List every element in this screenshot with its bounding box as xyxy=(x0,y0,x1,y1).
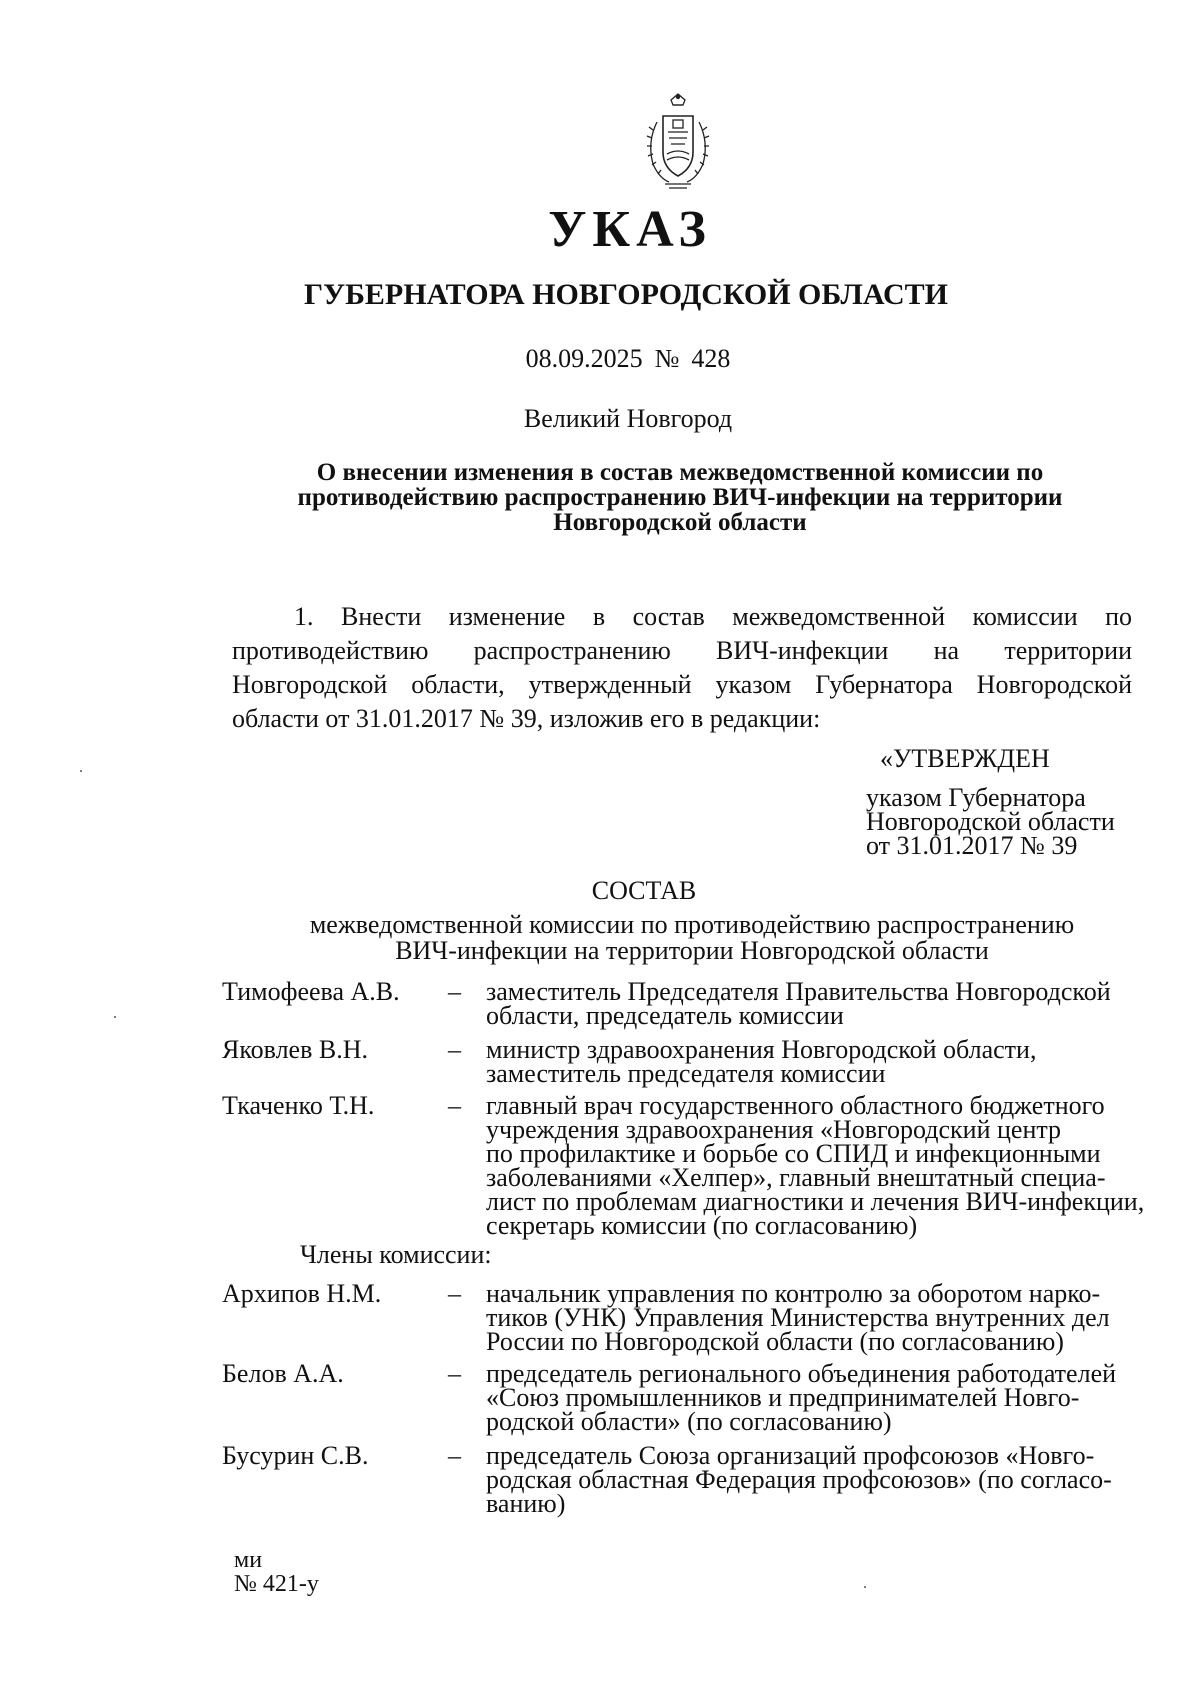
member-name: Архипов Н.М. xyxy=(222,1279,382,1308)
role-line: родская областная Федерация профсоюзов» (по согласо- xyxy=(486,1465,1112,1494)
paragraph-text: 1. Внести изменение в состав межведомственной комиссии по противодействию распространению ВИЧ-инфекции на территории Новгородской области, утвержденный указом Губернатора Новгородской области от 31.01.2017 № 39, изложив его в редакции: xyxy=(232,602,1132,733)
approved-by-line: от 31.01.2017 № 39 xyxy=(866,831,1078,860)
member-dash: – xyxy=(448,977,461,1006)
member-dash: – xyxy=(448,1279,461,1308)
member-role xyxy=(486,1359,1146,1436)
heading-line: О внесении изменения в состав межведомственной комиссии по xyxy=(316,459,1044,486)
member-dash: – xyxy=(448,1359,461,1388)
coat-of-arms-emblem xyxy=(643,92,713,192)
member-role xyxy=(486,1035,1146,1088)
document-number: 428 xyxy=(691,344,731,373)
document-date: 08.09.2025 xyxy=(525,344,643,373)
composition-title: СОСТАВ xyxy=(591,876,697,905)
scan-speck xyxy=(114,1016,116,1018)
member-dash: – xyxy=(448,1441,461,1470)
approved-by-block xyxy=(866,783,1115,860)
composition-desc-line: ВИЧ-инфекции на территории Новгородской области xyxy=(395,936,989,965)
role-line: учреждения здравоохранения «Новгородский центр xyxy=(486,1115,1062,1144)
role-line: заместитель Председателя Правительства Новгородской xyxy=(486,977,1111,1006)
member-role xyxy=(486,977,1146,1030)
role-line: заместитель председателя комиссии xyxy=(486,1059,886,1088)
member-role xyxy=(486,1091,1146,1240)
role-line: по профилактике и борьбе со СПИД и инфекционными xyxy=(486,1139,1101,1168)
member-name: Белов А.А. xyxy=(222,1359,344,1388)
approved-by-line: Новгородской области xyxy=(866,807,1115,836)
member-dash: – xyxy=(448,1091,461,1120)
role-line: секретарь комиссии (по согласованию) xyxy=(486,1211,918,1240)
heading-line: Новгородской области xyxy=(553,509,807,536)
members-label: Члены комиссии: xyxy=(300,1240,492,1269)
heading-line: противодействию распространению ВИЧ-инфекции на территории xyxy=(297,484,1063,511)
scan-speck xyxy=(864,1586,866,1588)
role-line: главный врач государственного областного бюджетного xyxy=(486,1091,1105,1120)
date-number-line xyxy=(0,344,1200,374)
member-dash: – xyxy=(448,1035,461,1064)
role-line: начальник управления по контролю за оборотом нарко- xyxy=(486,1279,1101,1308)
member-role xyxy=(486,1279,1146,1356)
document-heading xyxy=(240,460,1120,535)
role-line: России по Новгородской области (по согласованию) xyxy=(486,1327,1064,1356)
number-sign: № xyxy=(654,344,680,373)
member-role xyxy=(486,1441,1146,1518)
composition-description xyxy=(232,912,1152,964)
role-line: заболеваниями «Хелпер», главный внештатный специа- xyxy=(486,1163,1106,1192)
main-paragraph xyxy=(232,600,1132,736)
document-title: УКАЗ xyxy=(548,201,712,258)
member-name: Яковлев В.Н. xyxy=(222,1035,368,1064)
footer-line: № 421-у xyxy=(234,1571,319,1597)
role-line: лист по проблемам диагностики и лечения ВИЧ-инфекции, xyxy=(486,1187,1145,1216)
footer-reference xyxy=(234,1548,319,1596)
approved-by-line: указом Губернатора xyxy=(866,783,1086,812)
document-subtitle: ГУБЕРНАТОРА НОВГОРОДСКОЙ ОБЛАСТИ xyxy=(303,278,949,311)
member-name: Бусурин С.В. xyxy=(222,1441,369,1470)
role-line: председатель Союза организаций профсоюзов «Новго- xyxy=(486,1441,1095,1470)
document-city: Великий Новгород xyxy=(523,404,733,433)
role-line: председатель регионального объединения работодателей xyxy=(486,1359,1117,1388)
footer-line: ми xyxy=(234,1547,263,1573)
role-line: тиков (УНК) Управления Министерства внутренних дел xyxy=(486,1303,1110,1332)
scan-speck xyxy=(80,770,82,772)
role-line: ванию) xyxy=(486,1489,566,1518)
approved-stamp: «УТВЕРЖДЕН xyxy=(880,744,1050,773)
composition-desc-line: межведомственной комиссии по противодействию распространению xyxy=(309,910,1075,939)
member-name: Тимофеева А.В. xyxy=(222,977,400,1006)
member-name: Ткаченко Т.Н. xyxy=(222,1091,375,1120)
role-line: родской области» (по согласованию) xyxy=(486,1407,892,1436)
role-line: министр здравоохранения Новгородской области, xyxy=(486,1035,1037,1064)
role-line: «Союз промышленников и предпринимателей Новго- xyxy=(486,1383,1080,1412)
role-line: области, председатель комиссии xyxy=(486,1001,844,1030)
